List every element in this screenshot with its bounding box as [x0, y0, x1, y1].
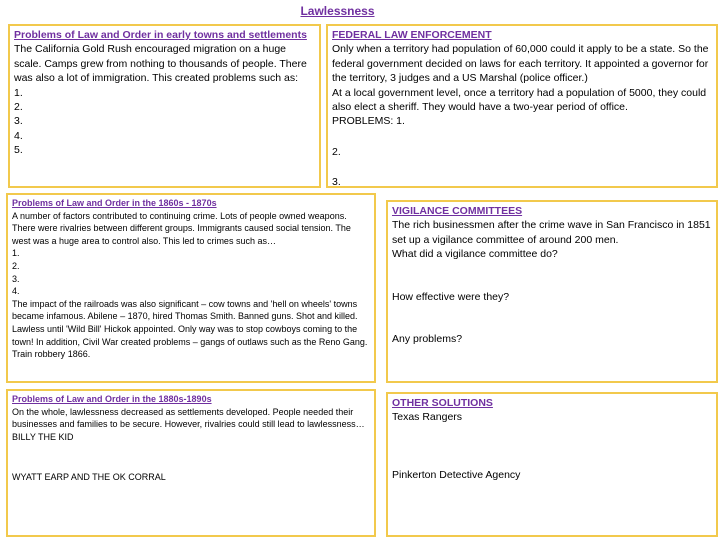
- 1880s-body: On the whole, lawlessness decreased as settlements developed. People needed their businesses and families to be secure. However, rivalries could still lead to lawlessness…: [12, 406, 365, 430]
- list-item: 3.: [12, 273, 20, 284]
- vigilance-question-3: Any problems?: [392, 333, 463, 346]
- list-item: 5.: [14, 144, 23, 157]
- list-item: 1.: [14, 86, 23, 99]
- federal-law-box: [326, 24, 718, 188]
- list-item: 3.: [332, 176, 341, 188]
- page-title: Lawlessness: [300, 4, 375, 18]
- 1860s-heading: Problems of Law and Order in the 1860s - 1870s: [12, 198, 217, 208]
- other-solution-item: Texas Rangers: [392, 411, 463, 424]
- other-solution-item: Pinkerton Detective Agency: [392, 468, 521, 481]
- vigilance-body: The rich businessmen after the crime wave in San Francisco in 1851 set up a vigilance committee of around 200 men.: [392, 219, 711, 246]
- federal-law-heading: FEDERAL LAW ENFORCEMENT: [332, 29, 492, 41]
- early-towns-heading: Problems of Law and Order in early towns and settlements: [14, 29, 307, 41]
- vigilance-committees-box: [386, 200, 718, 383]
- federal-law-body: Only when a territory had population of 60,000 could it apply to be a state. So the federal government decided on laws for each territory. It appointed a governor for the territory, 3 judges and a US Marshal (police officer.): [332, 43, 709, 85]
- list-item: 2.: [12, 260, 20, 271]
- 1880s-heading: Problems of Law and Order in the 1880s-1890s: [12, 394, 212, 404]
- vigilance-question-1: What did a vigilance committee do?: [392, 248, 558, 261]
- list-item: 4.: [12, 286, 20, 297]
- list-item: 4.: [14, 129, 23, 142]
- early-towns-box: [8, 24, 321, 188]
- vigilance-question-2: How effective were they?: [392, 290, 510, 303]
- billy-the-kid: BILLY THE KID: [12, 431, 74, 442]
- 1860s-body: A number of factors contributed to continuing crime. Lots of people owned weapons. There were rivalries between different groups. Immigrants caused social tension. The west was a huge area to control also. This led to crimes such as…: [12, 210, 351, 246]
- list-item: 3.: [14, 115, 23, 128]
- vigilance-heading: VIGILANCE COMMITTEES: [392, 205, 523, 217]
- federal-law-problems: PROBLEMS: 1.: [332, 115, 405, 128]
- wyatt-earp: WYATT EARP AND THE OK CORRAL: [12, 472, 166, 483]
- list-item: 1.: [12, 248, 20, 259]
- list-item: 2.: [332, 145, 341, 158]
- list-item: 2.: [14, 101, 23, 114]
- other-solutions-heading: OTHER SOLUTIONS: [392, 397, 493, 409]
- early-towns-body: The California Gold Rush encouraged migration on a huge scale. Camps grew from nothing to thousands of people. There was also a lot of immigration. This created problems such as:: [14, 43, 307, 85]
- other-solutions-box: [386, 392, 718, 537]
- 1860s-1870s-box: [6, 193, 376, 383]
- federal-law-body-local: At a local government level, once a territory had a population of 5000, they could also elect a sheriff. They would have a two-year period of office.: [332, 86, 707, 114]
- 1880s-1890s-box: [6, 389, 376, 537]
- 1860s-railroads-body: The impact of the railroads was also significant – cow towns and 'hell on wheels' towns became infamous. Abilene – 1870, hired Thomas Smith. Banned guns. Shot and killed. Lawless until 'Wild Bill' Hickok appointed. Only way was to stop cowboys coming to the town! In addition, Civil War created problems – gangs of outlaws such as the Reno Gang. Train robbery 1866.: [12, 298, 368, 360]
